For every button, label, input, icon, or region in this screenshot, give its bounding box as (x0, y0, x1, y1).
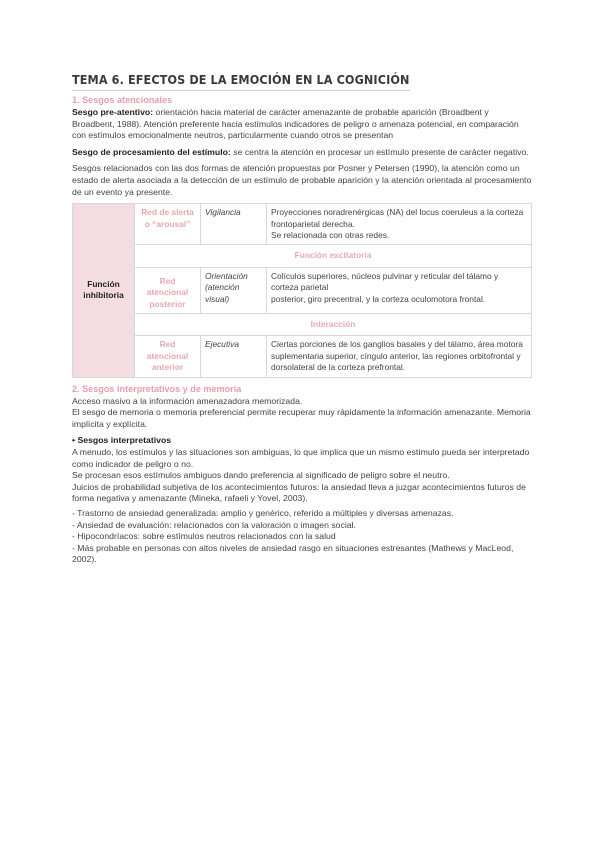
list-item: - Ansiedad de evaluación: relacionados con la valoración o imagen social. (72, 519, 356, 530)
term-pre-attentive: Sesgo pre-atentivo: (72, 107, 154, 117)
section2-heading: 2. Sesgos interpretativos y de memoria (72, 383, 242, 394)
type-cell: Ejecutiva (201, 336, 267, 377)
type-cell: Vigilancia (201, 204, 267, 245)
paragraph-judgments: Juicios de probabilidad subjetiva de los acontecimientos futuros: la ansiedad lleva a juzgar acontecimientos futuros de forma negativa y amenazante (Mineka, rafaeli y Yovel, 2003). (72, 481, 526, 504)
list-item: - Más probable en personas con altos niveles de ansiedad rasgo en situaciones estresantes (Mathews y MacLeod, 2002). (72, 542, 514, 565)
table-row (73, 314, 532, 336)
type-cell: Orientación (atención visual) (201, 267, 267, 313)
description-cell: Colículos superiores, núcleos pulvinar y reticular del tálamo y corteza parietal posterior, giro precentral, y la corteza oculomotora frontal. (267, 267, 532, 313)
band-cell: Interacción (135, 314, 532, 336)
paragraph-ambiguous: A menudo, los estímulos y las situaciones son ambiguas, lo que implica que un mismo estímulo pueda ser interpretado como indicador de peligro o no. (72, 447, 530, 469)
paragraph-massive-access: Acceso masivo a la información amenazadora memorizada. (72, 395, 303, 406)
table-row (73, 336, 532, 377)
description-cell: Ciertas porciones de los ganglios basales y del tálamo, área motora suplementaria superior, cíngulo anterior, las regiones orbitofrontal y dorsolateral de la corteza prefrontal. (267, 336, 532, 377)
anxiety-list (72, 508, 532, 566)
list-item: - Trastorno de ansiedad generalizada: amplio y genérico, referido a múltiples y diversas amenazas. (72, 507, 454, 518)
table-row (73, 267, 532, 313)
attention-networks-table (72, 203, 532, 377)
list-item: - Hipocondríacos: sobre estímulos neutros relacionados con la salud (72, 531, 336, 542)
stimulus-processing-text: se centra la atención en procesar un estímulo presente de carácter negativo. (230, 146, 529, 157)
term-stimulus-processing: Sesgo de procesamiento del estímulo: (72, 146, 231, 157)
paragraph-stimulus-processing (72, 147, 532, 159)
paragraph-memory-bias: El sesgo de memoria o memoria preferencial permite recuperar muy rápidamente la información amenazante. Memoria implícita y explícita. (72, 407, 531, 429)
paragraph-processing: Se procesan esos estímulos ambiguos dando preferencia al significado de peligro sobre el neutro. (72, 470, 450, 481)
paragraph-posner: Sesgos relacionados con las dos formas de atención propuestas por Posner y Petersen (1990), la atención como un estado de alerta asociada a la detección de un estímulo de probable aparición y la atención orientada al procesamiento de un evento ya presente. (72, 163, 532, 197)
document-page (72, 70, 532, 566)
network-cell: Red atencional anterior (135, 336, 201, 377)
subheading-interpretive (72, 435, 532, 447)
table-row (73, 245, 532, 267)
network-cell: Red atencional posterior (135, 267, 201, 313)
table-row (73, 204, 532, 245)
network-cell: Red de alerta o “arousal” (135, 204, 201, 245)
page-title: TEMA 6. EFECTOS DE LA EMOCIÓN EN LA COGNICIÓN (72, 70, 410, 91)
function-inhibitory-cell: Función inhibitoria (73, 204, 135, 377)
subheading-interpretive-text: • Sesgos interpretativos (72, 435, 172, 446)
section1-heading: 1. Sesgos atencionales (72, 95, 173, 105)
description-cell: Proyecciones noradrenérgicas (NA) del locus coeruleus a la corteza frontoparietal derecha. Se relacionada con otras redes. (267, 204, 532, 245)
pre-attentive-text: orientación hacia material de carácter amenazante de probable aparición (Broadbent y Broadbent, 1988). Atención preferente hacia estímulos indicadores de peligro o amenaza potencial, en comparación con estímulos emocionalmente neutros, particularmente cuando otros se presentan (72, 107, 519, 141)
band-cell: Función excitatoria (135, 245, 532, 267)
paragraph-pre-attentive (72, 107, 532, 142)
